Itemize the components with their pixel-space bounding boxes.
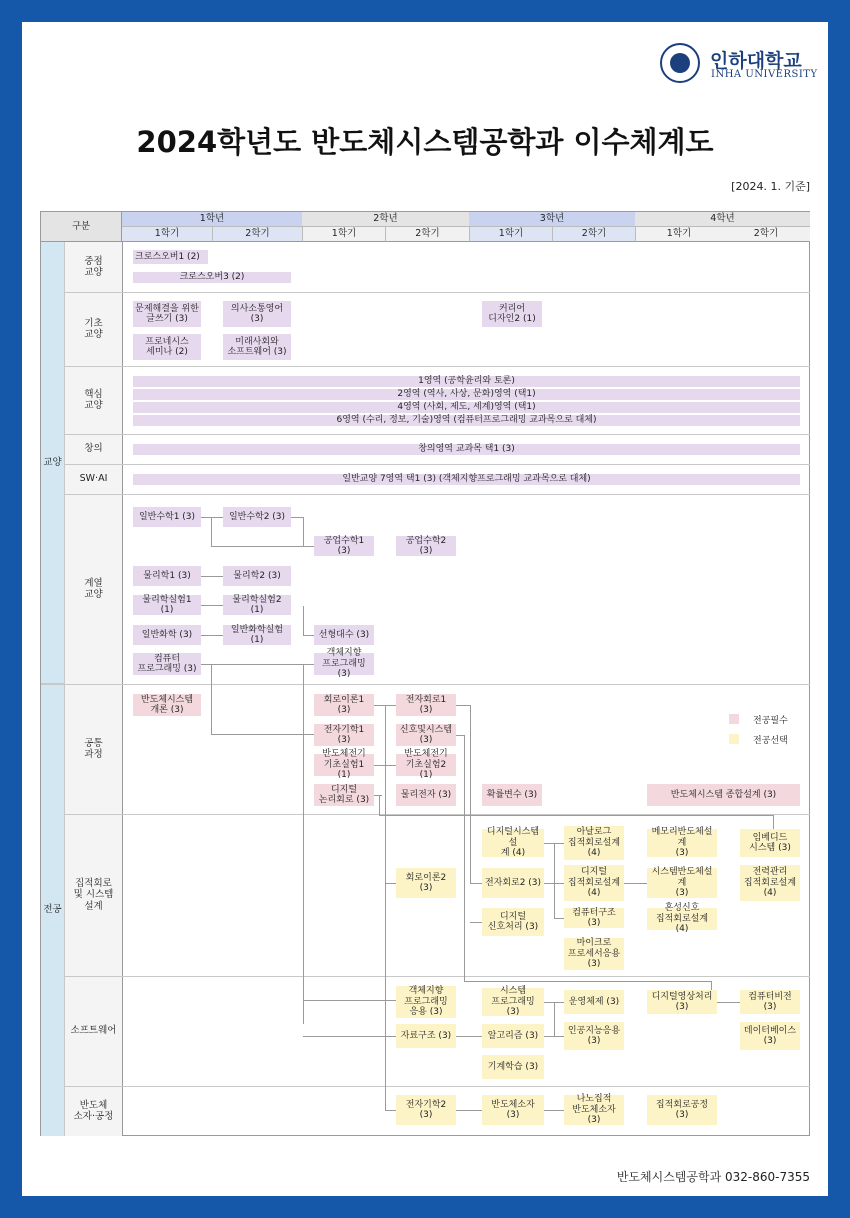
header-semester: 1학기 xyxy=(635,227,722,242)
course-math1: 일반수학1 (3) xyxy=(133,507,201,527)
university-logo-korean: 인하대학교 xyxy=(710,50,802,72)
course-arch: 컴퓨터구조 (3) xyxy=(564,908,624,928)
course-chemlab: 일반화학실험 (1) xyxy=(223,625,291,645)
course-munje: 문제해결을 위한 글쓰기 (3) xyxy=(133,301,201,327)
course-chem: 일반화학 (3) xyxy=(133,625,201,645)
header-semester: 1학기 xyxy=(122,227,212,242)
reference-date: [2024. 1. 기준] xyxy=(731,180,810,193)
row-label-swai: SW·AI xyxy=(79,473,108,485)
department-contact: 반도체시스템공학과 032-860-7355 xyxy=(616,1170,810,1184)
course-linalg: 선형대수 (3) xyxy=(314,625,374,645)
row-label-jungjeom: 중점 교양 xyxy=(84,255,103,278)
course-crossover1: 크로스오버1 (2) xyxy=(133,250,208,264)
row-label-bandoche: 반도체 소자·공정 xyxy=(73,1099,114,1122)
course-soc: 시스템반도체설계 (3) xyxy=(647,868,717,898)
course-physlab1: 물리학실험1 (1) xyxy=(133,595,201,615)
course-mirae: 미래사회와 소프트웨어 (3) xyxy=(223,334,291,360)
course-process: 프로네시스 세미나 (2) xyxy=(133,334,201,360)
course-physelec: 물리전자 (3) xyxy=(396,784,456,806)
page-title: 2024학년도 반도체시스템공학과 이수체계도 xyxy=(136,125,714,159)
course-math2: 일반수학2 (3) xyxy=(223,507,291,527)
course-signals: 신호및시스템 (3) xyxy=(396,724,456,746)
course-digital-ic: 디지털 집적회로설계 (4) xyxy=(564,865,624,901)
course-analog-ic: 아날로그 집적회로설계 (4) xyxy=(564,826,624,860)
course-digital-logic: 디지털 논리회로 (3) xyxy=(314,784,374,806)
course-os: 운영체제 (3) xyxy=(564,990,624,1014)
course-capstone: 반도체시스템 종합설계 (3) xyxy=(647,784,800,806)
course-intro: 반도체시스템 개론 (3) xyxy=(133,694,201,716)
group-liberal: 교양 xyxy=(41,242,65,684)
course-core1: 1영역 (공학윤리와 토론) xyxy=(133,376,800,387)
course-oop: 객체지향 프로그래밍 (3) xyxy=(314,653,374,675)
course-probability: 확률변수 (3) xyxy=(482,784,542,806)
course-memory: 메모리반도체설계 (3) xyxy=(647,829,717,857)
course-comprog: 컴퓨터 프로그래밍 (3) xyxy=(133,653,201,675)
course-uisa: 의사소통영어 (3) xyxy=(223,301,291,327)
course-ml: 기계학습 (3) xyxy=(482,1055,544,1079)
row-label-gongtong: 공통 과정 xyxy=(84,737,103,760)
course-vision: 컴퓨터비전 (3) xyxy=(740,990,800,1014)
course-dsd: 디지털시스템설 계 (4) xyxy=(482,829,544,857)
course-emag2: 전자기학2 (3) xyxy=(396,1095,456,1125)
course-electronic2: 전자회로2 (3) xyxy=(482,868,544,898)
course-oop-app: 객체지향 프로그래밍 응용 (3) xyxy=(396,986,456,1018)
course-ai: 인공지능응용 (3) xyxy=(564,1022,624,1050)
header-semester: 2학기 xyxy=(722,227,810,242)
course-phys1: 물리학1 (3) xyxy=(133,566,201,586)
course-ds: 자료구조 (3) xyxy=(396,1024,456,1048)
document-page xyxy=(22,22,828,1196)
course-swai: 일반교양 7영역 택1 (3) (객체지향프로그래밍 교과목으로 대체) xyxy=(133,474,800,485)
row-label-haeksim: 핵심 교양 xyxy=(84,388,103,411)
course-core2: 2영역 (역사, 사상, 문화)영역 (택1) xyxy=(133,389,800,400)
course-process-ic: 집적회로공정 (3) xyxy=(647,1095,717,1125)
legend-required-swatch xyxy=(729,714,739,724)
legend-elective-label: 전공선택 xyxy=(753,736,788,746)
header-year-1: 1학년 xyxy=(122,212,302,227)
course-core4: 4영역 (사회, 제도, 세계)영역 (택1) xyxy=(133,402,800,413)
course-mixed: 혼성신호 집적회로설계 (4) xyxy=(647,908,717,930)
course-circuit1: 회로이론1 (3) xyxy=(314,694,374,716)
course-semilab2: 반도체전기 기초실험2 (1) xyxy=(396,754,456,776)
header-semester: 2학기 xyxy=(385,227,469,242)
row-label-software: 소프트웨어 xyxy=(70,1025,117,1037)
header-semester: 1학기 xyxy=(302,227,385,242)
course-semilab1: 반도체전기 기초실험1 (1) xyxy=(314,754,374,776)
course-career: 커리어 디자인2 (1) xyxy=(482,301,542,327)
course-emag1: 전자기학1 (3) xyxy=(314,724,374,746)
course-db: 데이터베이스 (3) xyxy=(740,1022,800,1050)
row-label-gyeyeol: 계열 교양 xyxy=(84,577,103,600)
university-seal-icon xyxy=(660,43,700,83)
header-year-2: 2학년 xyxy=(302,212,469,227)
course-engmath2: 공업수학2 (3) xyxy=(396,536,456,556)
row-label-gicho: 기초 교양 xyxy=(84,317,103,340)
course-electronic1: 전자회로1 (3) xyxy=(396,694,456,716)
course-core6: 6영역 (수리, 정보, 기술)영역 (컴퓨터프로그래밍 교과목으로 대체) xyxy=(133,415,800,426)
legend-elective-swatch xyxy=(729,734,739,744)
course-device: 반도체소자 (3) xyxy=(482,1095,544,1125)
header-year-3: 3학년 xyxy=(469,212,635,227)
curriculum-table xyxy=(40,211,810,1136)
header-semester: 2학기 xyxy=(552,227,635,242)
header-semester: 1학기 xyxy=(469,227,552,242)
course-phys2: 물리학2 (3) xyxy=(223,566,291,586)
course-creative: 창의영역 교과목 택1 (3) xyxy=(133,444,800,455)
course-physlab2: 물리학실험2 (1) xyxy=(223,595,291,615)
course-engmath1: 공업수학1 (3) xyxy=(314,536,374,556)
header-gubun: 구분 xyxy=(41,212,122,242)
course-dip: 디지털영상처리 (3) xyxy=(647,990,717,1014)
course-crossover3: 크로스오버3 (2) xyxy=(133,272,291,283)
course-circuit2: 회로이론2 (3) xyxy=(396,868,456,898)
course-power-ic: 전력관리 집적회로설계 (4) xyxy=(740,865,800,901)
group-major: 전공 xyxy=(41,684,65,1136)
legend-required-label: 전공필수 xyxy=(753,716,788,726)
course-nano: 나노집적 반도체소자 (3) xyxy=(564,1095,624,1125)
row-label-changui: 창의 xyxy=(84,443,103,455)
course-sysprog: 시스템 프로그래밍 (3) xyxy=(482,988,544,1016)
header-year-4: 4학년 xyxy=(635,212,810,227)
header-semester: 2학기 xyxy=(212,227,302,242)
course-algo: 알고리즘 (3) xyxy=(482,1024,544,1048)
course-dsp: 디지털 신호처리 (3) xyxy=(482,908,544,936)
row-label-jipjeok: 집적회로 및 시스템 설계 xyxy=(73,877,114,912)
course-embedded: 임베디드 시스템 (3) xyxy=(740,829,800,857)
course-micro: 마이크로 프로세서응용 (3) xyxy=(564,938,624,970)
university-logo-english: INHA UNIVERSITY xyxy=(711,69,818,80)
